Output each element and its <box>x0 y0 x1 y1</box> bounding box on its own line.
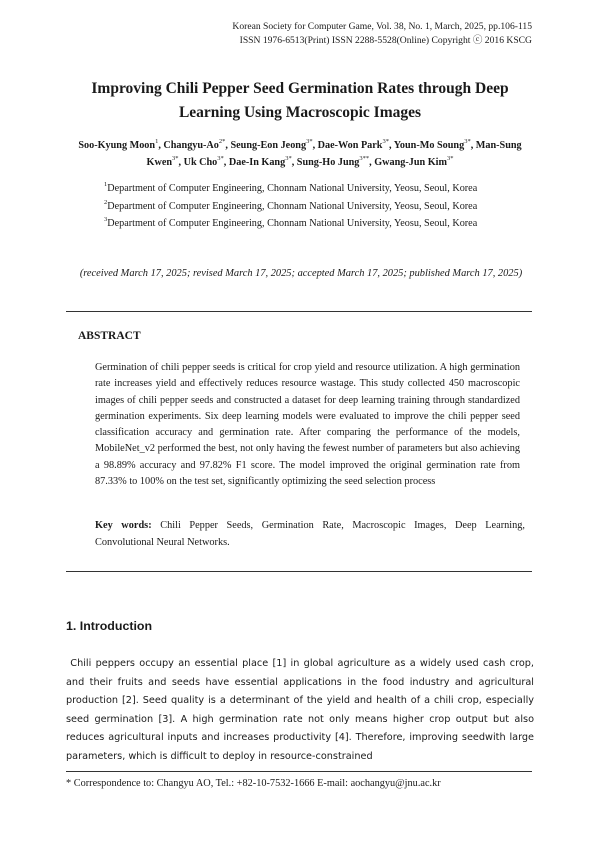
author-name: Soo-Kyung Moon <box>78 140 156 151</box>
section-heading-introduction: 1. Introduction <box>66 619 153 633</box>
affiliation-list <box>104 180 524 233</box>
author-list: Soo-Kyung Moon$^1$, Changyu-$Ao^{2*}$, Seung-Eon Jeong$^{3*}$, Dae-Won Park$^{3*}$, Youn-Mo Soung$^{3*}$, Man-Sung Kwen$^{3*}$, Uk Cho$^{3*}$, Dae-In Kang$^{3*}$, Sung-Ho Jung$^{3**}$, Gwang-Jun Kim$^{3*}$ <box>78 138 522 168</box>
footnote-rule <box>66 771 532 772</box>
abstract-top-rule <box>66 311 532 312</box>
author-affiliation-mark: 1 <box>155 138 159 145</box>
author-name: Seung-Eon Jeong <box>230 140 307 151</box>
abstract-body: Germination of chili pepper seeds is critical for crop yield and resource utilization. A high germination rate increases yield and effectively reduces resource wastage. This study collected 450 macroscopic images of chili pepper seeds and constructed a dataset for deep learning training through standardized germination experiments. Six deep learning models were evaluated to improve the chili pepper seed classification accuracy and germination rate. After comparing the performance of the models, MobileNet_v2 performed the best, not only having the fewest number of parameters but also achieving a 98.89% accuracy and 97.82% F1 score. The model improved the original germination rate from 87.33% to 100% on the test set, significantly optimizing the seed selection process <box>95 362 520 488</box>
affiliation-mark: 1 <box>104 181 108 188</box>
author-name: Dae-In Kang <box>228 157 286 168</box>
author-affiliation-mark: 3* <box>285 155 292 162</box>
author-affiliation-mark: 3* <box>217 155 224 162</box>
affiliation-text: Department of Computer Engineering, Chonnam National University, Yeosu, Seoul, Korea <box>107 218 478 229</box>
author-name: Uk Cho <box>183 157 218 168</box>
author-affiliation-mark: 3* <box>464 138 471 145</box>
keywords-text: Chili Pepper Seeds, Germination Rate, Macroscopic Images, Deep Learning, Convolutional Neural Networks. <box>95 520 525 548</box>
author-affiliation-mark: 3* <box>306 138 313 145</box>
abstract-heading: ABSTRACT <box>78 330 141 342</box>
affiliation-mark: 3 <box>104 216 108 223</box>
correspondence-footnote: * Correspondence to: Changyu AO, Tel.: +82-10-7532-1666 E-mail: aochangyu@jnu.ac.kr <box>66 778 441 789</box>
author-affiliation-mark: 2* <box>218 138 226 145</box>
keywords <box>95 517 525 551</box>
author-name: Youn-Mo Soung <box>393 140 465 151</box>
affiliation <box>104 180 524 198</box>
introduction-body: Chili peppers occupy an essential place [1] in global agriculture as a widely used cash crop, and their fruits and seeds have essential applications in the food industry and agricultural production [2]. Seed quality is a determinant of the yield and health of a chili crop, especially seed germination [3]. A high germination rate not only means higher crop output but also reduces agricultural inputs and increases productivity [4]. Therefore, improving seedwith large parameters, which is difficult to deploy in resource-constrained <box>66 658 534 762</box>
journal-citation: Korean Society for Computer Game, Vol. 38, No. 1, March, 2025, pp.106-115 <box>232 21 532 32</box>
author-affiliation-mark: 3* <box>382 138 389 145</box>
affiliation-mark: 2 <box>104 198 108 206</box>
author-affiliation-mark: 3* <box>446 155 454 162</box>
author <box>184 157 224 168</box>
author-affiliation-mark: 3* <box>172 155 179 162</box>
author <box>163 140 225 151</box>
author-name: Dae-Won Park <box>317 140 383 151</box>
journal-header <box>232 20 532 48</box>
affiliation-text: Department of Computer Engineering, Chonnam National University, Yeosu, Seoul, Korea <box>107 200 478 212</box>
author-name: Changyu-Ao <box>163 140 219 151</box>
author <box>374 157 453 168</box>
author <box>297 157 369 168</box>
publication-dates: (received March 17, 2025; revised March 17, 2025; accepted March 17, 2025; published March 17, 2025) <box>79 268 523 279</box>
affiliation <box>104 198 524 216</box>
journal-issn: ISSN 1976-6513(Print) ISSN 2288-5528(Online) Copyright ⓒ 2016 KSCG <box>239 35 532 46</box>
author-affiliation-mark: 3** <box>359 155 370 162</box>
author <box>230 140 312 151</box>
author <box>394 140 471 151</box>
author <box>318 140 389 151</box>
author-name: Sung-Ho Jung <box>296 157 360 168</box>
affiliation <box>104 215 524 233</box>
author-name: Man-Sung Kwen <box>146 140 522 168</box>
author-name: Gwang-Jun Kim <box>374 157 447 168</box>
keywords-label: Key words: <box>95 520 152 531</box>
abstract-bottom-rule <box>66 571 532 572</box>
author <box>229 157 292 168</box>
affiliation-text: Department of Computer Engineering, Chonnam National University, Yeosu, Seoul, Korea <box>107 183 478 194</box>
author <box>78 140 158 151</box>
paper-title: Improving Chili Pepper Seed Germination Rates through Deep Learning Using Macroscopic Images <box>91 80 509 121</box>
